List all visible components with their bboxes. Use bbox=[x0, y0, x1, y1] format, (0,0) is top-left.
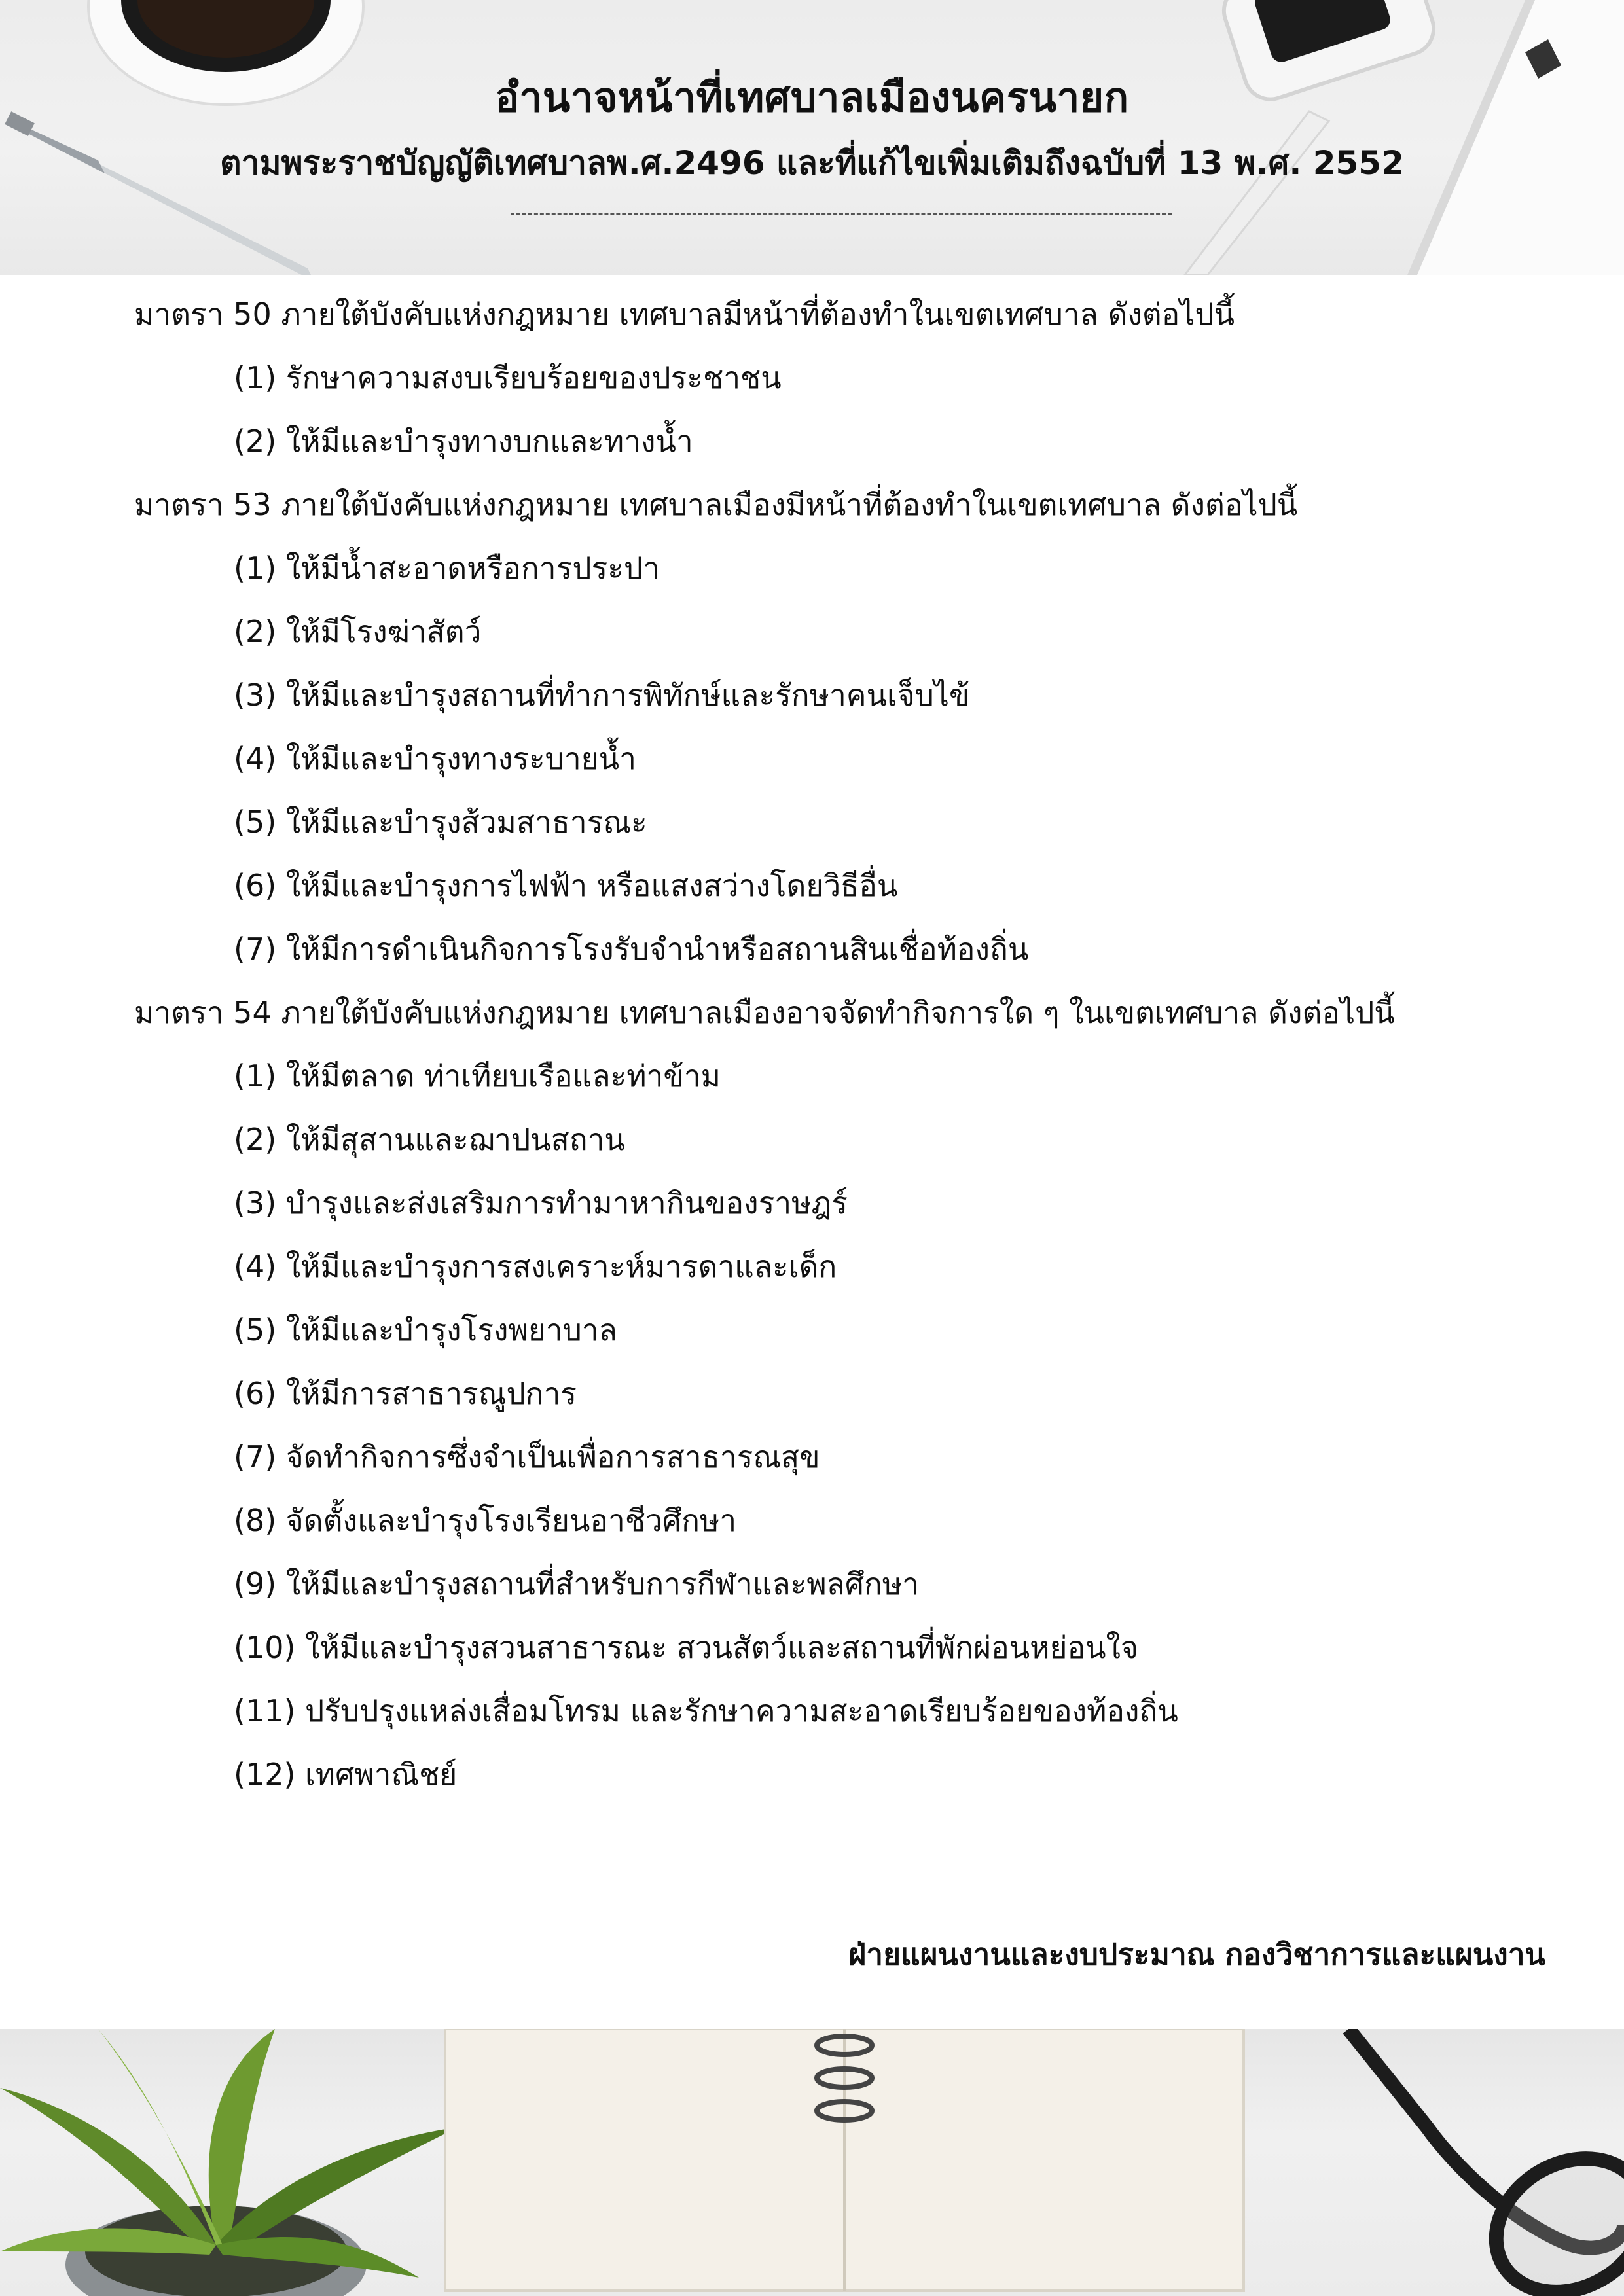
open-notebook-icon bbox=[445, 2029, 1244, 2291]
list-item: (11) ปรับปรุงแหล่งเสื่อมโทรม และรักษาความสะอาดเรียบร้อยของท้องถิ่น bbox=[234, 1693, 1178, 1729]
list-item: (1) ให้มีน้ำสะอาดหรือการประปา bbox=[234, 550, 660, 586]
list-item: (4) ให้มีและบำรุงการสงเคราะห์มารดาและเด็ก bbox=[234, 1249, 837, 1284]
list-item: (2) ให้มีสุสานและฌาปนสถาน bbox=[234, 1122, 625, 1157]
list-item: (2) ให้มีและบำรุงทางบกและทางน้ำ bbox=[234, 423, 693, 459]
list-item: (7) จัดทำกิจการซึ่งจำเป็นเพื่อการสาธารณสุข bbox=[234, 1439, 820, 1475]
list-item: (1) รักษาความสงบเรียบร้อยของประชาชน bbox=[234, 360, 782, 395]
marker-icon bbox=[1185, 111, 1329, 275]
plant-icon bbox=[0, 2029, 458, 2296]
section-heading-54: มาตรา 54 ภายใต้บังคับแห่งกฎหมาย เทศบาลเมืองอาจจัดทำกิจการใด ๆ ในเขตเทศบาล ดังต่อไปนี้ bbox=[134, 995, 1395, 1030]
title-divider bbox=[511, 213, 1172, 215]
list-item: (6) ให้มีและบำรุงการไฟฟ้า หรือแสงสว่างโดยวิธีอื่น bbox=[234, 868, 898, 903]
list-item: (9) ให้มีและบำรุงสถานที่สำหรับการกีฬาและพลศึกษา bbox=[234, 1566, 920, 1602]
section-heading-53: มาตรา 53 ภายใต้บังคับแห่งกฎหมาย เทศบาลเมืองมีหน้าที่ต้องทำในเขตเทศบาล ดังต่อไปนี้ bbox=[134, 487, 1298, 522]
page-title: อำนาจหน้าที่เทศบาลเมืองนครนายก bbox=[495, 73, 1129, 121]
document-body bbox=[134, 283, 1509, 1806]
page-subtitle: ตามพระราชบัญญัติเทศบาลพ.ศ.2496 และที่แก้ไขเพิ่มเติมถึงฉบับที่ 13 พ.ศ. 2552 bbox=[220, 144, 1404, 182]
list-item: (3) ให้มีและบำรุงสถานที่ทำการพิทักษ์และรักษาคนเจ็บไข้ bbox=[234, 677, 970, 713]
pen-icon bbox=[5, 111, 314, 275]
list-item: (12) เทศพาณิชย์ bbox=[234, 1757, 458, 1792]
list-item: (2) ให้มีโรงฆ่าสัตว์ bbox=[234, 614, 482, 649]
list-item: (6) ให้มีการสาธารณูปการ bbox=[234, 1376, 577, 1411]
list-item: (4) ให้มีและบำรุงทางระบายน้ำ bbox=[234, 741, 636, 776]
department-signature: ฝ่ายแผนงานและงบประมาณ กองวิชาการและแผนงาน bbox=[848, 1937, 1545, 1972]
list-item: (8) จัดตั้งและบำรุงโรงเรียนอาชีวศึกษา bbox=[234, 1503, 737, 1538]
desk-photo-illustration-footer bbox=[0, 2029, 1624, 2296]
list-item: (5) ให้มีและบำรุงส้วมสาธารณะ bbox=[234, 804, 647, 840]
list-item: (10) ให้มีและบำรุงสวนสาธารณะ สวนสัตว์และสถานที่พักผ่อนหย่อนใจ bbox=[234, 1630, 1138, 1665]
list-item: (3) บำรุงและส่งเสริมการทำมาหากินของราษฎร์ bbox=[234, 1185, 848, 1221]
list-item: (5) ให้มีและบำรุงโรงพยาบาล bbox=[234, 1312, 617, 1348]
list-item: (1) ให้มีตลาด ท่าเทียบเรือและท่าข้าม bbox=[234, 1058, 721, 1094]
glasses-icon bbox=[1348, 2029, 1624, 2296]
section-heading-50: มาตรา 50 ภายใต้บังคับแห่งกฎหมาย เทศบาลมีหน้าที่ต้องทำในเขตเทศบาล ดังต่อไปนี้ bbox=[134, 296, 1235, 332]
list-item: (7) ให้มีการดำเนินกิจการโรงรับจำนำหรือสถานสินเชื่อท้องถิ่น bbox=[234, 931, 1029, 967]
footer-photo-band bbox=[0, 2029, 1624, 2296]
